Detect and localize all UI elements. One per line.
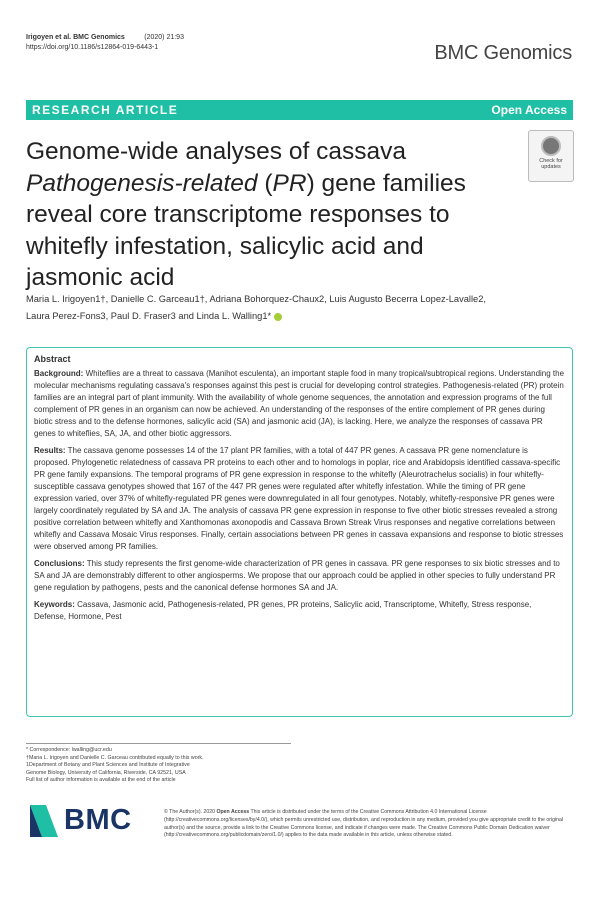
check-for-updates-button[interactable] bbox=[528, 130, 574, 182]
section-label: Background: bbox=[34, 369, 84, 378]
abstract-keywords bbox=[34, 599, 565, 623]
journal-name: BMC Genomics bbox=[434, 42, 572, 64]
license-text bbox=[164, 809, 569, 840]
doi-link[interactable]: https://doi.org/10.1186/s12864-019-6443-1 bbox=[26, 44, 159, 51]
title-line: reveal core transcriptome responses to bbox=[26, 201, 450, 228]
article-type-label: RESEARCH ARTICLE bbox=[32, 103, 179, 117]
article-type-banner bbox=[26, 100, 573, 120]
open-access-inline-label: Open Access bbox=[216, 809, 250, 815]
footnotes bbox=[26, 747, 296, 785]
authors-line: Laura Perez-Fons3, Paul D. Fraser3 and Linda L. Walling1* bbox=[26, 311, 272, 321]
section-text: Cassava, Jasmonic acid, Pathogenesis-related, PR genes, PR proteins, Salicylic acid, Transcriptome, Whitefly, Stress response, Defense, Hormone, Pest bbox=[34, 600, 532, 621]
abstract-conclusions bbox=[34, 558, 565, 594]
title-line bbox=[26, 168, 496, 200]
equal-contribution-note: †Maria L. Irigoyen and Danielle C. Garceau contributed equally to this work. bbox=[26, 754, 204, 761]
authors-line: Maria L. Irigoyen1†, Danielle C. Garceau1†, Adriana Bohorquez-Chaux2, Luis Augusto Becerra Lopez-Lavalle2, bbox=[26, 294, 486, 304]
section-text: The cassava genome possesses 14 of the 17 plant PR families, with a total of 447 PR genes. A cassava PR gene nomenclature is proposed. Phylogenetic relatedness of cassava PR proteins to each other and to homologs in poplar, rice and Arabidopsis identified cassava-specific PR gene family expansions. The temporal programs of PR gene expression in response to the whitefly (Aleurotrachelus socialis) in four whitefly-susceptible cassava genotypes showed that 167 of the 447 PR genes were regulated after whitefly infestation. While the timing of PR gene expression varied, over 37% of whitefly-regulated PR genes were downregulated in all four genotypes. Notably, whitefly-responsive PR genes were largely coordinately regulated by SA and JA. The analysis of cassava PR gene expression in response to five other biotic stresses revealed a strong positive correlation between whitefly and Xanthomonas axonopodis and Cassava Brown Streak Virus responses and negative correlations between whitefly and Cassava Mosaic Virus responses. Finally, certain associations between PR genes in cassava expansions and response to biotic stresses were observed among PR families. bbox=[34, 446, 564, 551]
abstract-box bbox=[26, 347, 573, 717]
bmc-logo bbox=[26, 801, 156, 841]
title-line: Genome-wide analyses of cassava bbox=[26, 138, 406, 165]
abstract-results bbox=[34, 445, 565, 553]
check-updates-icon bbox=[541, 136, 561, 156]
citation-block bbox=[26, 33, 184, 53]
check-updates-label: Check for bbox=[539, 158, 563, 164]
article-title bbox=[26, 136, 496, 294]
title-italic: PR bbox=[272, 169, 307, 197]
bmc-logo-icon bbox=[26, 801, 62, 841]
title-text: ) gene families bbox=[306, 169, 466, 197]
section-label: Keywords: bbox=[34, 600, 75, 609]
title-line: whitefly infestation, salicylic acid and bbox=[26, 232, 424, 260]
title-italic: Pathogenesis-related bbox=[26, 169, 258, 197]
bmc-logo-text: BMC bbox=[64, 804, 132, 836]
author-info-note: Full list of author information is available at the end of the article bbox=[26, 777, 176, 784]
orcid-icon[interactable] bbox=[274, 313, 282, 321]
open-access-label: Open Access bbox=[491, 103, 567, 117]
citation-authors: Irigoyen et al. BMC Genomics bbox=[26, 34, 125, 41]
author-list bbox=[26, 291, 574, 325]
abstract-background bbox=[34, 368, 565, 440]
citation-volume: (2020) 21:93 bbox=[144, 34, 184, 41]
affiliation-line: 1Department of Botany and Plant Sciences and Institute of Integrative bbox=[26, 762, 190, 769]
correspondence-note[interactable]: * Correspondence: lwalling@ucr.edu bbox=[26, 747, 112, 753]
footnote-divider bbox=[26, 743, 291, 744]
affiliation-line: Genome Biology, University of California, Riverside, CA 92521, USA bbox=[26, 769, 186, 776]
abstract-heading: Abstract bbox=[34, 354, 71, 364]
title-text: ( bbox=[257, 169, 273, 197]
section-label: Results: bbox=[34, 446, 66, 455]
copyright-text: © The Author(s). 2020 bbox=[164, 809, 217, 815]
title-line: jasmonic acid bbox=[26, 264, 175, 291]
section-text: Whiteflies are a threat to cassava (Manihot esculenta), an important staple food in many tropical/subtropical regions. Understanding the molecular mechanisms regulating cassava's responses against this pest is crucial for developing control strategies. Pathogenesis-related (PR) protein families are an integral part of plant immunity. With the availability of whole genome sequences, the annotation and expression programs of the full complement of PR genes in an organism can now be achieved. An understanding of the responses of the entire complement of PR genes during biotic stress and to the defense hormones, salicylic acid (SA) and jasmonic acid (JA), is lacking. Here, we analyze the responses of cassava PR genes to whiteflies, SA, JA, and other biotic aggressors. bbox=[34, 369, 565, 438]
section-text: This study represents the first genome-wide characterization of PR genes in cassava. PR gene responses to six biotic stresses and to SA and JA are demonstrably different to other angiosperms. We propose that our approach could be applied in other species to fully understand PR gene regulation by pathogens, pests and the canonical defense hormones SA and JA. bbox=[34, 559, 560, 592]
license-body: This article is distributed under the terms of the Creative Commons Attribution 4.0 International License (http://creativecommons.org/licenses/by/4.0/), which permits unrestricted use, distribution, and reproduction in any medium, provided you give appropriate credit to the original author(s) and the source, provide a link to the Creative Commons license, and indicate if changes were made. The Creative Commons Public Domain Dedication waiver (http://creativecommons.org/publicdomain/zero/1.0/) applies to the data made available in this article, unless otherwise stated. bbox=[164, 809, 564, 839]
section-label: Conclusions: bbox=[34, 559, 85, 568]
check-updates-label: updates bbox=[541, 164, 561, 170]
